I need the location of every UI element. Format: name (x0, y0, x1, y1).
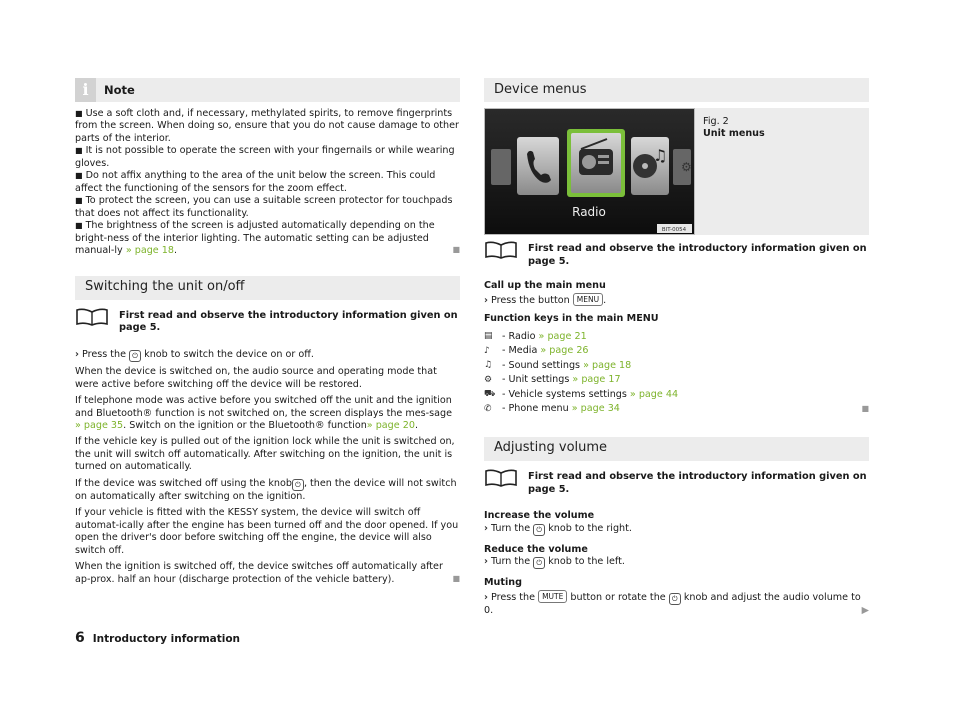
unit-menus-image (484, 108, 695, 235)
book-icon (75, 308, 109, 326)
page-link[interactable]: » page 17 (572, 374, 621, 386)
call-menu-heading: Call up the main menu (484, 280, 606, 292)
intro-row (484, 469, 869, 496)
note-bullet: ■ It is not possible to operate the screen with your fingernails or while wearing gloves. (75, 145, 455, 169)
knob-icon: ⏻ (669, 593, 681, 605)
note-title: Note (104, 82, 135, 97)
knob-icon: ⏻ (533, 524, 545, 536)
figure-title: Unit menus (703, 128, 765, 140)
list-item: ⚙ - Unit settings » page 17 (484, 374, 621, 386)
section-heading-device-menus: Device menus (484, 78, 869, 102)
knob-icon: ⏻ (533, 557, 545, 569)
increase-heading: Increase the volume (484, 510, 595, 522)
paragraph-bluetooth: If telephone mode was active before you switched off the unit and the ignition and Bluetooth® function is not switched on, the screen displays the mes-sage » page 35. Switch on the ignition or the Bluetooth® function» page 20. (75, 395, 452, 431)
page-link[interactable]: » page 34 (571, 403, 620, 415)
function-key-list (484, 330, 869, 417)
step-mute: › Press the MUTE button or rotate the ⏻ knob and adjust the audio volume to 0. ▶ (484, 591, 869, 616)
list-item: ♫ - Sound settings » page 18 (484, 359, 632, 371)
right-column (484, 78, 869, 621)
note-bullet: ■ To protect the screen, you can use a suitable screen protector for touchpads that does not affect its functionality. (75, 195, 453, 219)
page-link[interactable]: » page 21 (538, 330, 587, 342)
paragraph: If your vehicle is fitted with the KESSY system, the device will switch off automat-ically after the engine has been turned off and the door opened. If you open the driver's door before switching off the engine, the device will also switch off. (75, 507, 459, 556)
section-heading-volume: Adjusting volume (484, 437, 869, 461)
phone-icon: ✆ (484, 403, 492, 414)
book-icon (484, 469, 518, 487)
media-icon: ♪ (484, 345, 490, 356)
list-item: ⛟ - Vehicle systems settings » page 44 (484, 388, 679, 400)
sound-icon: ♫ (484, 360, 493, 371)
knob-icon: ⏻ (292, 479, 304, 491)
page-link[interactable]: » page 26 (540, 345, 589, 357)
left-column (75, 78, 460, 590)
svg-text:♫: ♫ (653, 146, 668, 165)
muting-heading: Muting (484, 577, 522, 589)
figure-caption (695, 108, 773, 235)
svg-text:⚙: ⚙ (681, 160, 692, 174)
intro-text: First read and observe the introductory information given on page 5. (119, 309, 458, 334)
info-icon: i (75, 78, 96, 102)
paragraph-knob: If the device was switched off using the knob ⏻ , then the device will not switch on automatically after switching on the ignition. (75, 477, 457, 502)
car-icon: ⛟ (484, 389, 496, 400)
list-item: ▤ - Radio » page 21 (484, 330, 587, 342)
end-mark: ■ (452, 245, 460, 255)
note-body (75, 108, 460, 258)
note-header (75, 78, 460, 102)
figure-label: Fig. 2 (703, 116, 729, 127)
reduce-heading: Reduce the volume (484, 543, 588, 555)
chapter-title: Introductory information (92, 633, 241, 645)
knob-icon: ⏻ (129, 350, 141, 362)
note-bullet: ■ Do not affix anything to the area of the unit below the screen. This could affect the functioning of the sensors for the zoom effect. (75, 170, 436, 194)
page-number: 6 (75, 630, 85, 646)
gear-icon: ⚙ (484, 374, 493, 385)
note-bullet: ■ Use a soft cloth and, if necessary, methylated spirits, to remove fingerprints from the screen. When doing so, ensure that you do not cause damage to other parts of the interior. (75, 108, 459, 144)
note-bullet: ■ The brightness of the screen is adjusted automatically depending on the bright-ness of the interior lighting. The automatic setting can be adjusted manual-ly » page 18. ■ (75, 220, 460, 257)
page-link[interactable]: » page 35 (75, 419, 124, 431)
step-reduce: › Turn the ⏻ knob to the left. (484, 556, 625, 568)
intro-row (484, 241, 869, 268)
mute-key[interactable]: MUTE (538, 590, 567, 603)
intro-text: First read and observe the introductory information given on page 5. (528, 243, 867, 267)
page-link[interactable]: » page 44 (629, 388, 679, 400)
function-keys-heading: Function keys in the main MENU (484, 313, 659, 325)
section-heading-switching: Switching the unit on/off (75, 276, 460, 300)
radio-icon: ▤ (484, 331, 493, 342)
continue-arrow-icon: ▶ (861, 604, 869, 616)
image-code: BIT-0054 (661, 227, 687, 233)
page-footer (75, 629, 240, 647)
page-link[interactable]: » page 18 (583, 359, 632, 371)
book-icon (484, 241, 518, 259)
end-mark: ■ (452, 573, 460, 583)
step-increase: › Turn the ⏻ knob to the right. (484, 522, 632, 534)
page-link[interactable]: » page 18 (125, 245, 174, 257)
intro-row (75, 308, 460, 335)
end-mark: ■ (861, 404, 869, 414)
radio-screen-illustration (485, 109, 694, 234)
list-item: ♪ - Media » page 26 (484, 345, 589, 357)
figure (484, 108, 869, 235)
step-menu: › Press the button MENU . (484, 294, 607, 306)
paragraph: When the ignition is switched off, the device switches off automatically after ap-prox. half an hour (discharge protection of the vehicle battery). ■ (75, 561, 460, 585)
intro-text: First read and observe the introductory information given on page 5. (528, 470, 867, 495)
paragraph: When the device is switched on, the audio source and operating mode that were active before switching off the device will be restored. (75, 366, 437, 390)
paragraph: If the vehicle key is pulled out of the ignition lock while the unit is switched on, the unit will switch off automatically. After switching on the ignition, the unit is turned on automatically. (75, 436, 455, 473)
step-power: › Press the ⏻ knob to switch the device on or off. (75, 349, 314, 361)
menu-key[interactable]: MENU (573, 293, 603, 306)
screen-label: Radio (572, 205, 606, 219)
page-link[interactable]: » page 20 (366, 419, 415, 431)
list-item: ✆ - Phone menu » page 34 ■ (484, 403, 869, 415)
